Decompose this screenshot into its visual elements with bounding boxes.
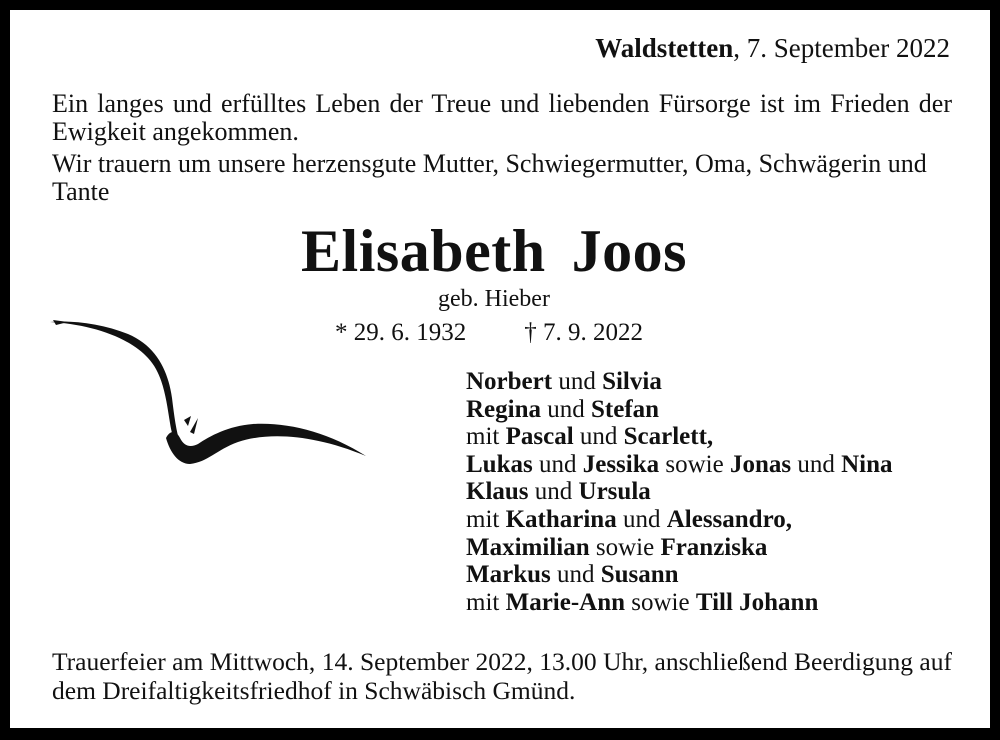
connector: sowie <box>625 588 696 616</box>
family-member: Markus <box>466 561 551 589</box>
family-member: Till Johann <box>695 588 819 616</box>
family-line <box>466 451 893 479</box>
family-member: Susann <box>600 561 679 589</box>
family-member: Pascal <box>505 423 574 451</box>
obituary-notice <box>10 10 990 728</box>
family-line <box>466 589 893 617</box>
connector: und <box>791 450 842 478</box>
connector: und <box>541 395 591 423</box>
family-line <box>466 423 893 451</box>
family-member: Silvia <box>602 368 662 395</box>
family-member: Jessika <box>582 450 660 478</box>
family-line <box>466 396 893 424</box>
birth-date: * 29. 6. 1932 <box>335 319 467 346</box>
mourning-text: Wir trauern um unsere herzensgute Mutter, Schwiegermutter, Oma, Schwägerin und Tante <box>52 149 927 206</box>
family-member: Regina <box>466 395 541 423</box>
bird-silhouette-icon <box>48 318 368 468</box>
family-line <box>466 561 893 589</box>
connector: mit <box>466 423 506 451</box>
family-list <box>466 368 893 616</box>
birth-name: geb. Hieber <box>438 286 550 312</box>
connector: und <box>550 561 601 589</box>
family-member: Norbert <box>466 368 553 395</box>
family-member: Maximilian <box>466 533 590 561</box>
family-member: Klaus <box>466 478 529 506</box>
family-line <box>466 534 893 562</box>
family-member: Franziska <box>660 533 768 561</box>
family-line <box>466 506 893 534</box>
connector: und <box>532 450 583 478</box>
connector: mit <box>466 588 506 616</box>
family-line <box>466 478 893 506</box>
connector: und <box>573 423 624 451</box>
family-member: Lukas <box>466 450 533 478</box>
family-member: Scarlett, <box>623 423 714 451</box>
family-member: Alessandro, <box>666 505 792 533</box>
life-dates <box>335 318 643 348</box>
connector: sowie <box>589 533 661 561</box>
connector: mit <box>466 505 506 533</box>
place-name: Waldstetten <box>595 33 734 63</box>
connector: und <box>552 368 603 395</box>
connector: und <box>616 505 667 533</box>
family-member: Marie-Ann <box>505 588 626 616</box>
connector: sowie <box>659 450 730 478</box>
connector: und <box>528 478 579 506</box>
family-member: Katharina <box>505 505 617 533</box>
last-name: Joos <box>571 218 687 284</box>
death-date: † 7. 9. 2022 <box>524 319 643 346</box>
family-member: Nina <box>841 450 893 478</box>
family-line <box>466 368 893 396</box>
family-member: Stefan <box>591 395 660 423</box>
dateline <box>595 32 950 64</box>
family-member: Jonas <box>729 450 792 478</box>
first-name: Elisabeth <box>301 218 546 284</box>
family-member: Ursula <box>578 478 651 506</box>
notice-date: , 7. September 2022 <box>733 33 950 63</box>
intro-text: Ein langes und erfülltes Leben der Treue und liebenden Fürsorge ist im Frieden der Ewigkeit angekommen. <box>52 89 952 146</box>
deceased-name <box>10 216 990 286</box>
funeral-info: Trauerfeier am Mittwoch, 14. September 2022, 13.00 Uhr, anschließend Beerdigung auf dem Dreifaltigkeitsfriedhof in Schwäbisch Gmünd. <box>52 647 952 705</box>
